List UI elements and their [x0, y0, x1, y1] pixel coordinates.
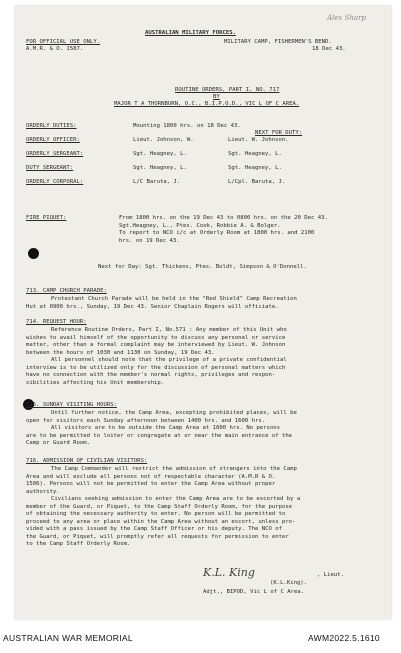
section-heading: 713. CAMP CHURCH PARADE:: [26, 288, 107, 294]
text-line: Reference Routine Orders, Part I, No.571 : Any member of this Unit who: [51, 327, 287, 333]
signature-rank: , Lieut.: [317, 572, 344, 578]
text-line: sibilities affecting his Unit membership.: [26, 379, 165, 386]
document-page: [15, 6, 391, 619]
duty-value: L/C Baruta, J.: [133, 179, 181, 185]
section-heading: 714. REQUEST HOUR:: [26, 319, 87, 325]
text-line: Civilians seeking admission to enter the Camp Area are to be escorted by a: [51, 496, 301, 502]
signature-title: Adjt., BIPOD, Vic L of C Area.: [203, 589, 305, 595]
duty-value: Mounting 1800 hrs. on 18 Dec 43.: [133, 123, 241, 129]
duty-label: ORDERLY DUTIES:: [26, 123, 77, 129]
text-line: Area and will exclude all persons not of respectable character (A.M.R & O.: [26, 473, 276, 480]
text-line: open for visitors each Sunday afternoon between 1400 hrs. and 1600 hrs.: [26, 417, 266, 424]
text-line: To report to NCO i/c at Orderly Room at 1800 hrs. and 2100: [119, 230, 315, 236]
institution-name: AUSTRALIAN WAR MEMORIAL: [3, 633, 133, 643]
text-line: matter, other than a formal complaint may be interviewed by Lieut. W. Johnson: [26, 342, 286, 348]
section-body: [26, 296, 297, 311]
text-line: wishes to avail himself of the opportunity to discuss any personal or service: [26, 334, 286, 341]
text-line: to the Camp Staff Orderly Room.: [26, 541, 131, 547]
text-line: hrs. on 19 Dec 43.: [119, 237, 180, 244]
document-title: AUSTRALIAN MILITARY FORCES.: [145, 30, 236, 36]
duty-value: Lieut. Johnson, W.: [133, 137, 194, 143]
duty-value: Sgt. Heagney, L.: [133, 165, 187, 171]
text-line: have no connection with the member's normal rights, privileges and respon-: [26, 372, 276, 378]
duty-next: Lieut. W. Johnson.: [228, 137, 289, 143]
amr-reference: A.M.R. & O. 1587.: [26, 46, 84, 52]
duty-label: ORDERLY CORPORAL:: [26, 179, 84, 185]
handwritten-signature: K.L. King: [203, 566, 255, 579]
fire-piquet-text: [119, 215, 328, 245]
footer-bar: [0, 621, 401, 653]
text-line: Camp or Guard Room.: [26, 440, 90, 446]
text-line: All visitors are to be outside the Camp Area at 1800 hrs. No persons: [51, 425, 281, 431]
duty-value: Sgt. Heagney, L.: [133, 151, 187, 157]
text-line: the Guard, or Piquet, will promptly refer all requests for permission to enter: [26, 533, 289, 540]
text-line: All personnel should note that the privilege of a private confidential: [51, 357, 287, 363]
orders-by: BY: [213, 94, 220, 100]
punch-hole: [28, 248, 39, 259]
section-body: [26, 327, 287, 387]
section-heading: 716. ADMISSION OF CIVILIAN VISITORS:: [26, 458, 148, 464]
section-heading: 715. SUNDAY VISITING HOURS:: [26, 402, 117, 408]
document-date: 18 Dec 43.: [312, 46, 346, 52]
duty-next: Sgt. Heagney, L.: [228, 165, 282, 171]
duty-next: L/Cpl. Baruta, J.: [228, 179, 286, 185]
text-line: 1506). Persons will not be permitted to enter the Camp Area without proper: [26, 481, 276, 487]
classification: FOR OFFICIAL USE ONLY.: [26, 39, 101, 45]
fire-piquet-label: FIRE PIQUET:: [26, 215, 67, 221]
text-line: member of the Guard, or Piquet, to the Camp Staff Orderly Room, for the purpose: [26, 503, 293, 510]
accession-number: AWM2022.5.1610: [308, 633, 380, 643]
duty-next: Sgt. Heagney, L.: [228, 151, 282, 157]
text-line: Until further notice, the Camp Area, excepting prohibited places, will be: [51, 410, 297, 416]
signature-name: (K.L.King).: [270, 580, 308, 586]
text-line: Sgt.Heagney, L., Ptes. Cook, Robbie A. & Bolger.: [119, 222, 281, 229]
duty-label: DUTY SERGEANT:: [26, 165, 74, 171]
text-line: Hut at 0900 hrs., Sunday, 19 Dec 43. Senior Chaplain Rogers will officiate.: [26, 303, 279, 310]
text-line: are to be permitted to loiter or congregate at or near the main entrance of the: [26, 432, 293, 439]
duty-label: ORDERLY SERGEANT:: [26, 151, 84, 157]
text-line: interview is to be utilized only for the discussion of personal matters which: [26, 364, 286, 371]
text-line: vided with a pass issued by the Camp Staff Officer or his deputy. The NCO of: [26, 526, 282, 532]
text-line: The Camp Commander will restrict the admission of strangers into the Camp: [51, 466, 297, 472]
orders-title: ROUTINE ORDERS, PART I, NO. 717: [175, 87, 280, 93]
text-line: authority.: [26, 488, 60, 495]
next-for-duty-heading: NEXT FOR DUTY:: [255, 130, 303, 136]
duty-label: ORDERLY OFFICER:: [26, 137, 80, 143]
section-body: [26, 410, 297, 448]
pencil-annotation: Alex Sharp: [327, 14, 366, 22]
text-line: From 1800 hrs. on the 19 Dec 43 to 0800 hrs. on the 20 Dec 43.: [119, 215, 328, 221]
text-line: between the hours of 1030 and 1130 on Sunday, 19 Dec 43.: [26, 349, 215, 356]
section-body: [26, 466, 300, 549]
orders-authority: MAJOR T A THORNBURN, O.C., B.I.P.O.D., VIC L OF C AREA.: [114, 101, 300, 107]
text-line: proceed to any area or place within the Camp Area without an escort, unless pro-: [26, 518, 296, 525]
next-for-day: Next for Day: Sgt. Thickens, Ptes. Boldt, Simpson & O'Donnell.: [98, 264, 307, 270]
camp-location: MILITARY CAMP, FISHERMEN'S BEND.: [224, 39, 332, 45]
text-line: of obtaining the necessary authority to enter. No person will be permitted to: [26, 511, 286, 517]
text-line: Protestant Church Parade will be held in the "Red Shield" Camp Recreation: [51, 296, 297, 302]
